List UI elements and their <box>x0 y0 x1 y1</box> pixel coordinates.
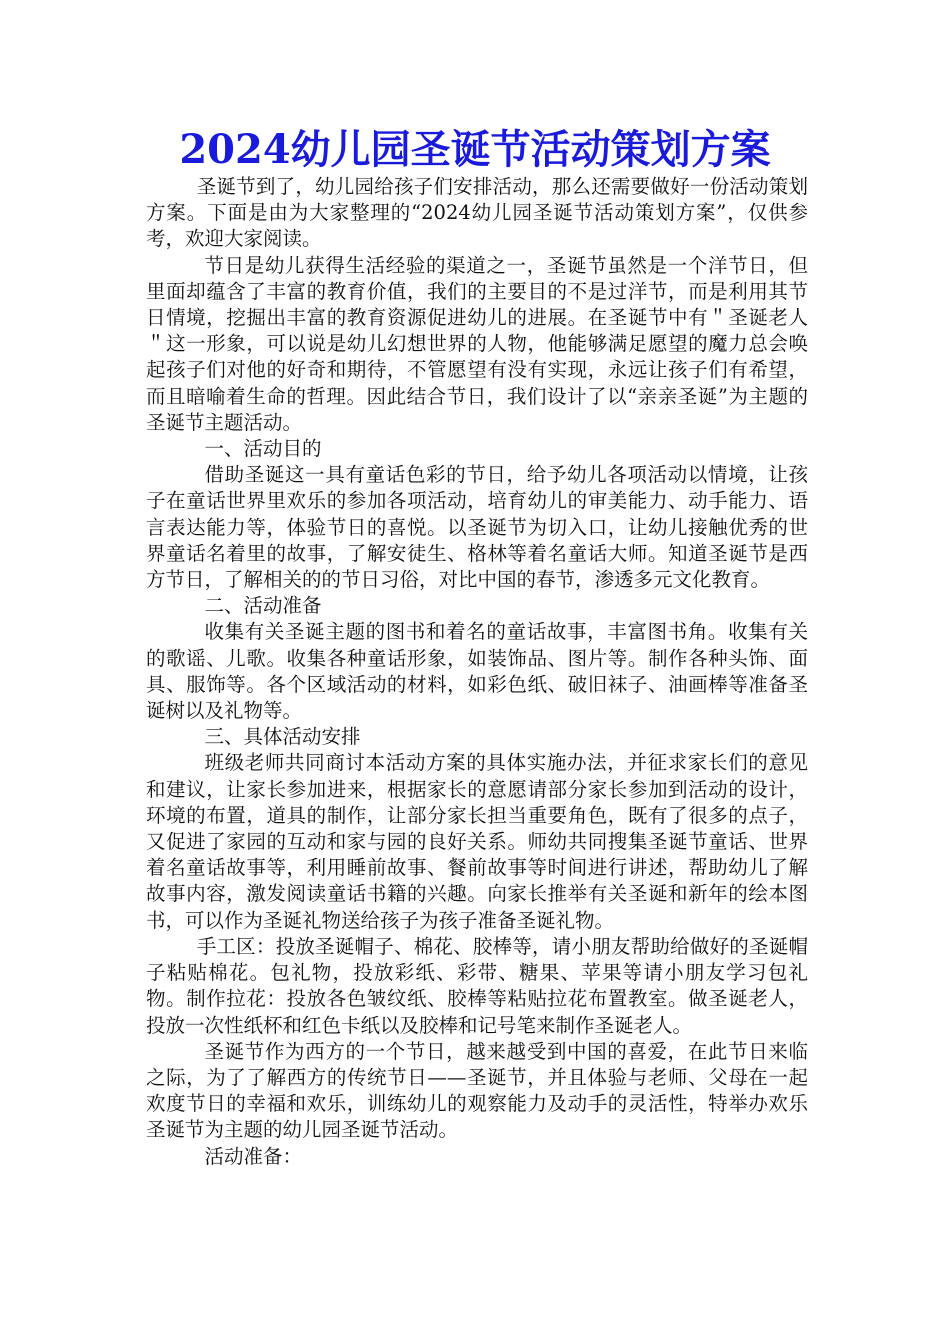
paragraph-6: 圣诞节作为西方的一个节日，越来越受到中国的喜爱，在此节日来临之际，为了了解西方的传统节日——圣诞节，并且体验与老师、父母在一起欢度节日的幸福和欢乐，训练幼儿的观察能力及动手的灵活性，特举办欢乐圣诞节为主题的幼儿园圣诞节活动。 <box>146 1039 808 1142</box>
document-title: 2024幼儿园圣诞节活动策划方案 <box>179 126 771 173</box>
paragraph-1: 节日是幼儿获得生活经验的渠道之一，圣诞节虽然是一个洋节日，但里面却蕴含了丰富的教育价值，我们的主要目的不是过洋节，而是利用其节日情境，挖掘出丰富的教育资源促进幼儿的进展。在圣诞节中有＂圣诞老人＂这一形象，可以说是幼儿幻想世界的人物，他能够满足愿望的魔力总会唤起孩子们对他的好奇和期待，不管愿望有没有实现，永远让孩子们有希望，而且暗喻着生命的哲理。因此结合节日，我们设计了以“亲亲圣诞”为主题的圣诞节主题活动。 <box>146 253 808 434</box>
intro-paragraph: 圣诞节到了，幼儿园给孩子们安排活动，那么还需要做好一份活动策划方案。下面是由为大家整理的“2024幼儿园圣诞节活动策划方案”，仅供参考，欢迎大家阅读。 <box>146 175 808 251</box>
paragraph-2: 借助圣诞这一具有童话色彩的节日，给予幼儿各项活动以情境，让孩子在童话世界里欢乐的参加各项活动，培育幼儿的审美能力、动手能力、语言表达能力等，体验节日的喜悦。以圣诞节为切入口，让幼儿接触优秀的世界童话名着里的故事，了解安徒生、格林等着名童话大师。知道圣诞节是西方节日，了解相关的的节日习俗，对比中国的春节，渗透多元文化教育。 <box>146 463 808 592</box>
paragraph-5: 手工区：投放圣诞帽子、棉花、胶棒等，请小朋友帮助给做好的圣诞帽子粘贴棉花。包礼物，投放彩纸、彩带、糖果、苹果等请小朋友学习包礼物。制作拉花：投放各色皱纹纸、胶棒等粘贴拉花布置教室。做圣诞老人，投放一次性纸杯和红色卡纸以及胶棒和记号笔来制作圣诞老人。 <box>146 934 808 1037</box>
paragraph-4: 班级老师共同商讨本活动方案的具体实施办法，并征求家长们的意见和建议，让家长参加进来，根据家长的意愿请部分家长参加到活动的设计，环境的布置，道具的制作，让部分家长担当重要角色，既有了很多的点子，又促进了家园的互动和家与园的良好关系。师幼共同搜集圣诞节童话、世界着名童话故事等，利用睡前故事、餐前故事等时间进行讲述，帮助幼儿了解故事内容，激发阅读童话书籍的兴趣。向家长推举有关圣诞和新年的绘本图书，可以作为圣诞礼物送给孩子为孩子准备圣诞礼物。 <box>146 751 808 932</box>
section-heading-purpose: 一、活动目的 <box>204 437 322 461</box>
section-heading-arrangement: 三、具体活动安排 <box>204 725 361 749</box>
section-heading-preparation: 二、活动准备 <box>204 594 322 618</box>
section-heading-activity-preparation: 活动准备： <box>204 1144 303 1168</box>
document-body <box>146 174 808 1170</box>
paragraph-3: 收集有关圣诞主题的图书和着名的童话故事，丰富图书角。收集有关的歌谣、儿歌。收集各种童话形象，如装饰品、图片等。制作各种头饰、面具、服饰等。各个区域活动的材料，如彩色纸、破旧袜子、油画棒等准备圣诞树以及礼物等。 <box>146 620 808 723</box>
